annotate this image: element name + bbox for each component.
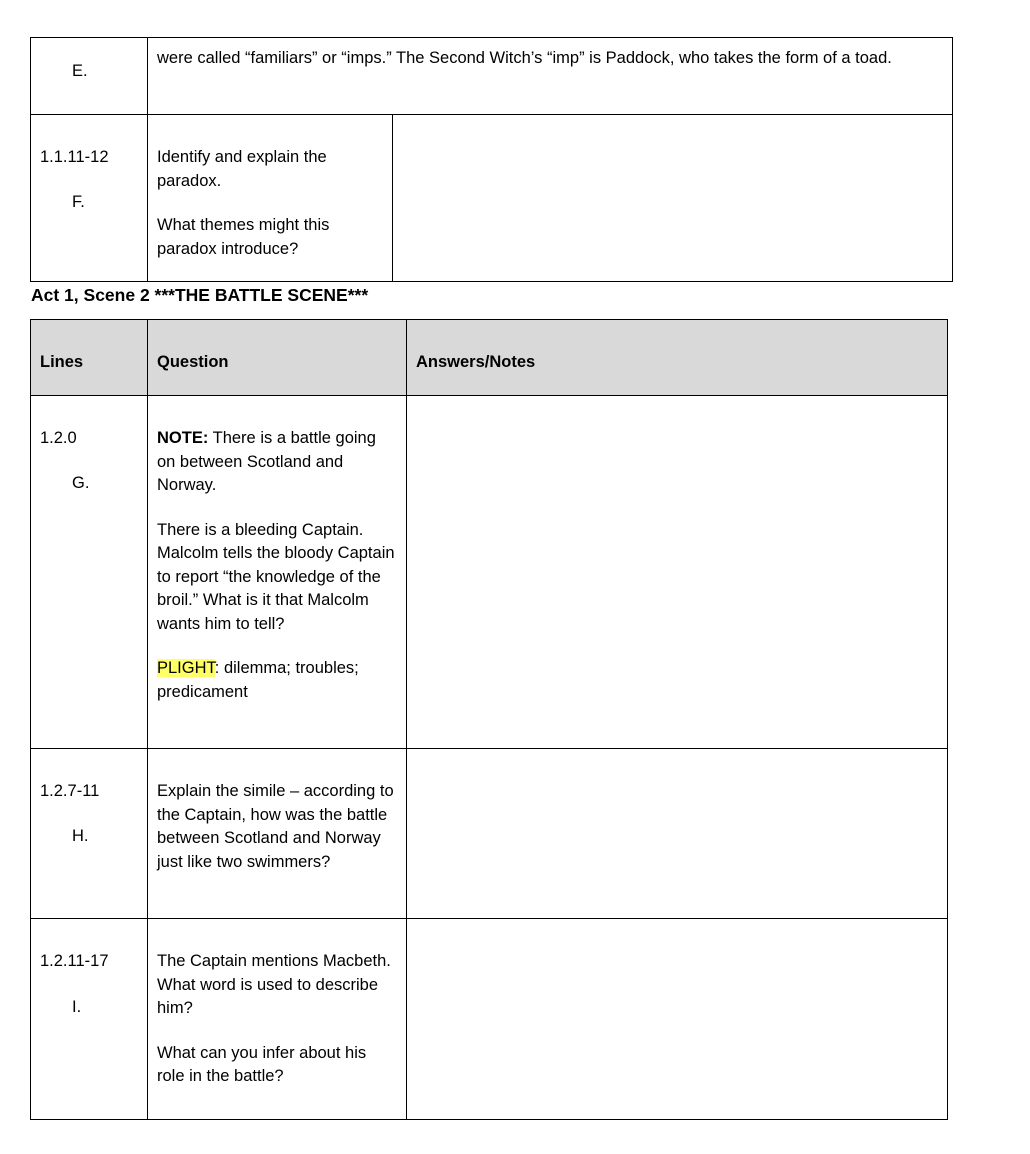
column-header-lines: Lines bbox=[40, 353, 84, 371]
question-text bbox=[157, 950, 397, 1089]
question-paragraph-2: What can you infer about his role in the battle? bbox=[157, 1043, 367, 1085]
note-paragraph bbox=[157, 427, 397, 498]
table-row-f-answer-cell[interactable] bbox=[392, 114, 953, 282]
header-cell-answers bbox=[406, 319, 948, 396]
table-row-g-question-cell bbox=[147, 395, 407, 749]
row-letter: I. bbox=[72, 998, 82, 1016]
row-e-text: were called “familiars” or “imps.” The Second Witch’s “imp” is Paddock, who takes the form of a toad. bbox=[157, 49, 892, 67]
table-row-h-lines-cell bbox=[30, 748, 148, 919]
column-header-question: Question bbox=[157, 353, 229, 371]
row-letter: H. bbox=[72, 827, 89, 845]
table-row-e-text-cell bbox=[147, 37, 953, 115]
table-row-f-question-cell bbox=[147, 114, 393, 282]
table-row-i-lines-cell bbox=[30, 918, 148, 1120]
table-row-f-lines-cell bbox=[30, 114, 148, 282]
table-row-i-question-cell bbox=[147, 918, 407, 1120]
header-cell-lines bbox=[30, 319, 148, 396]
question-text bbox=[157, 427, 397, 704]
vocabulary-definition: : dilemma; troubles; predicament bbox=[157, 659, 359, 701]
question-paragraph: There is a bleeding Captain. Malcolm tells the bloody Captain to report “the knowledge of the broil.” What is it that Malcolm wants him to tell? bbox=[157, 520, 395, 633]
note-text: There is a battle going on between Scotland and Norway. bbox=[157, 429, 376, 494]
section-heading: Act 1, Scene 2 ***THE BATTLE SCENE*** bbox=[31, 285, 369, 305]
table-row-g-answer-cell[interactable] bbox=[406, 395, 948, 749]
question-paragraph-1: Identify and explain the paradox. bbox=[157, 148, 327, 190]
question-text: Explain the simile – according to the Captain, how was the battle between Scotland and Norway just like two swimmers? bbox=[157, 782, 394, 871]
table-row-i-answer-cell[interactable] bbox=[406, 918, 948, 1120]
row-letter: F. bbox=[72, 193, 85, 211]
vocabulary-paragraph bbox=[157, 657, 397, 704]
question-text bbox=[157, 146, 382, 261]
line-reference: 1.1.11-12 bbox=[40, 148, 109, 166]
table-row-e-lines-cell bbox=[30, 37, 148, 115]
line-reference: 1.2.0 bbox=[40, 429, 77, 447]
question-paragraph-2: What themes might this paradox introduce? bbox=[157, 216, 330, 258]
line-reference: 1.2.7-11 bbox=[40, 782, 100, 800]
header-cell-question bbox=[147, 319, 407, 396]
table-row-g-lines-cell bbox=[30, 395, 148, 749]
line-reference: 1.2.11-17 bbox=[40, 952, 109, 970]
row-letter: E. bbox=[72, 62, 88, 80]
question-paragraph-1: The Captain mentions Macbeth. What word is used to describe him? bbox=[157, 952, 391, 1017]
row-letter: G. bbox=[72, 474, 90, 492]
table-row-h-question-cell bbox=[147, 748, 407, 919]
note-label: NOTE: bbox=[157, 429, 209, 447]
column-header-answers: Answers/Notes bbox=[416, 353, 536, 371]
vocabulary-word-highlight: PLIGHT bbox=[157, 659, 215, 677]
table-row-h-answer-cell[interactable] bbox=[406, 748, 948, 919]
